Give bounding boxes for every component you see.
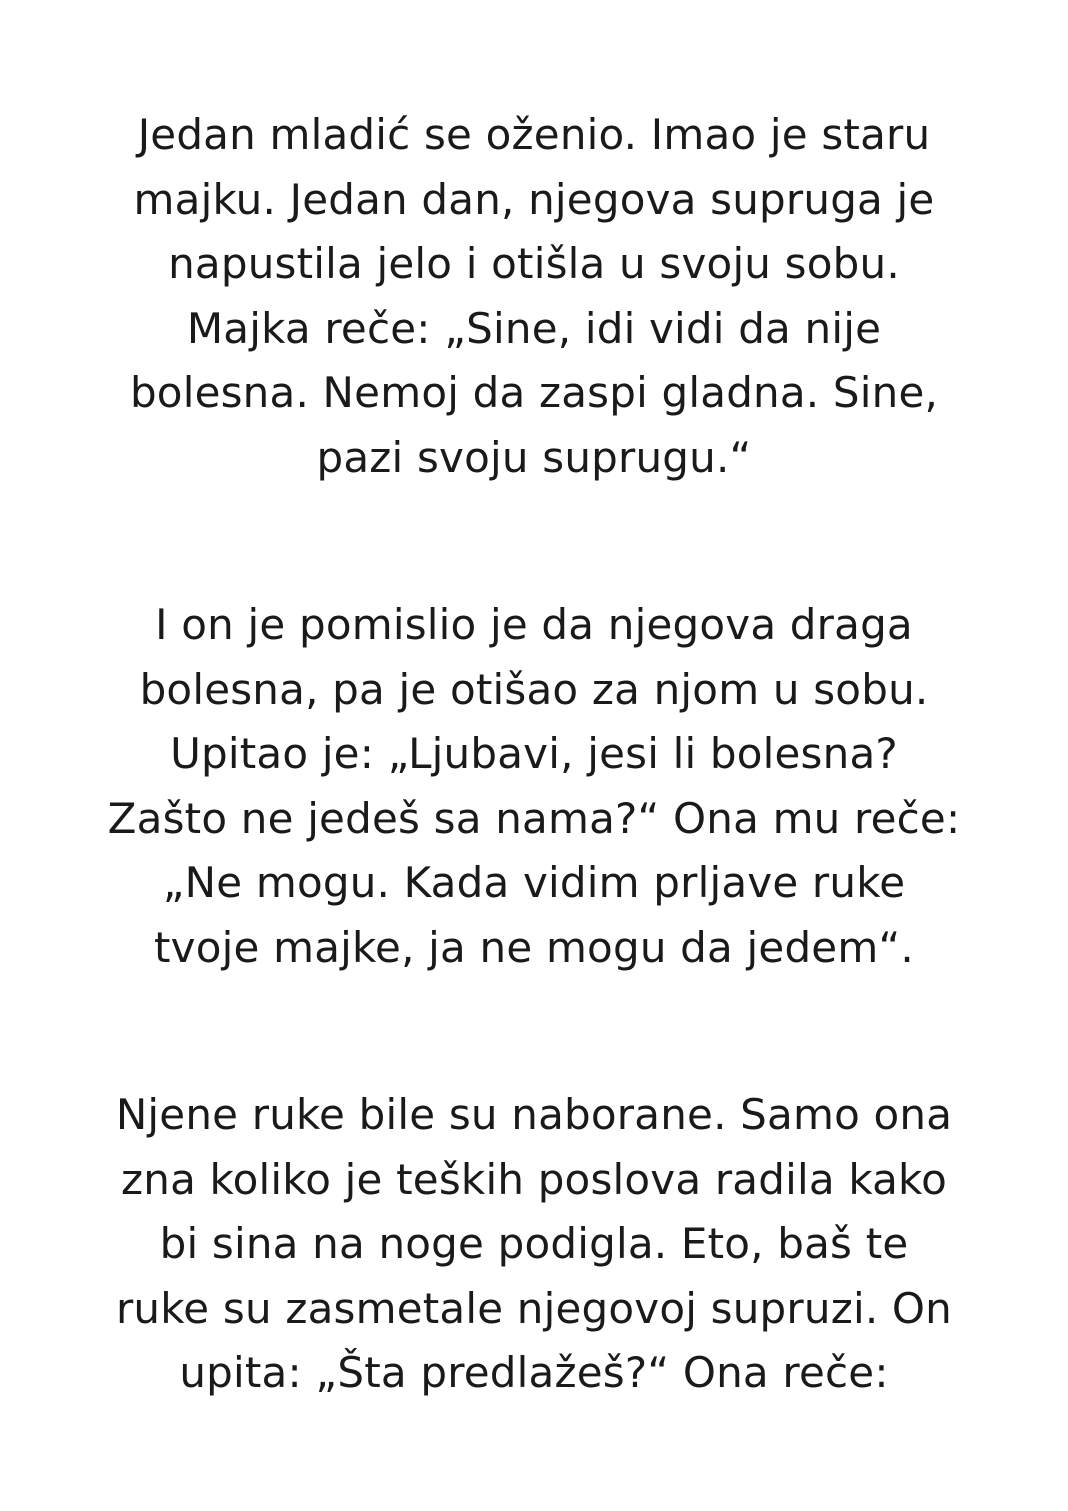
text-line: ruke su zasmetale njegovoj supruzi. On (115, 1283, 953, 1333)
text-line: upita: „Šta predlažeš?“ Ona reče: (179, 1348, 889, 1397)
text-line: napustila jelo i otišla u svoju sobu. (168, 239, 900, 288)
paragraph-1 (0, 103, 1068, 490)
text-line: bi sina na noge podigla. Eto, baš te (159, 1219, 909, 1268)
text-line: Njene ruke bile su naborane. Samo ona (115, 1090, 953, 1139)
text-line: „Ne mogu. Kada vidim prljave ruke (162, 858, 906, 907)
text-line: bolesna. Nemoj da zaspi gladna. Sine, (129, 368, 939, 417)
text-line: tvoje majke, ja ne mogu da jedem“. (154, 922, 914, 972)
text-line: bolesna, pa je otišao za njom u sobu. (139, 664, 929, 714)
text-line: pazi svoju suprugu.“ (316, 432, 752, 482)
text-line: Jedan mladić se oženio. Imao je staru (137, 110, 931, 159)
text-line: Majka reče: „Sine, idi vidi da nije (186, 303, 882, 353)
text-line: Zašto ne jedeš sa nama?“ Ona mu reče: (107, 793, 961, 843)
text-line: zna koliko je teških poslova radila kako (121, 1154, 947, 1204)
text-line: I on je pomislio je da njegova draga (155, 600, 913, 649)
text-line: Upitao je: „Ljubavi, jesi li bolesna? (170, 729, 898, 778)
text-line: majku. Jedan dan, njegova supruga je (133, 174, 935, 224)
paragraph-3 (0, 1083, 1068, 1406)
paragraph-2 (0, 593, 1068, 980)
